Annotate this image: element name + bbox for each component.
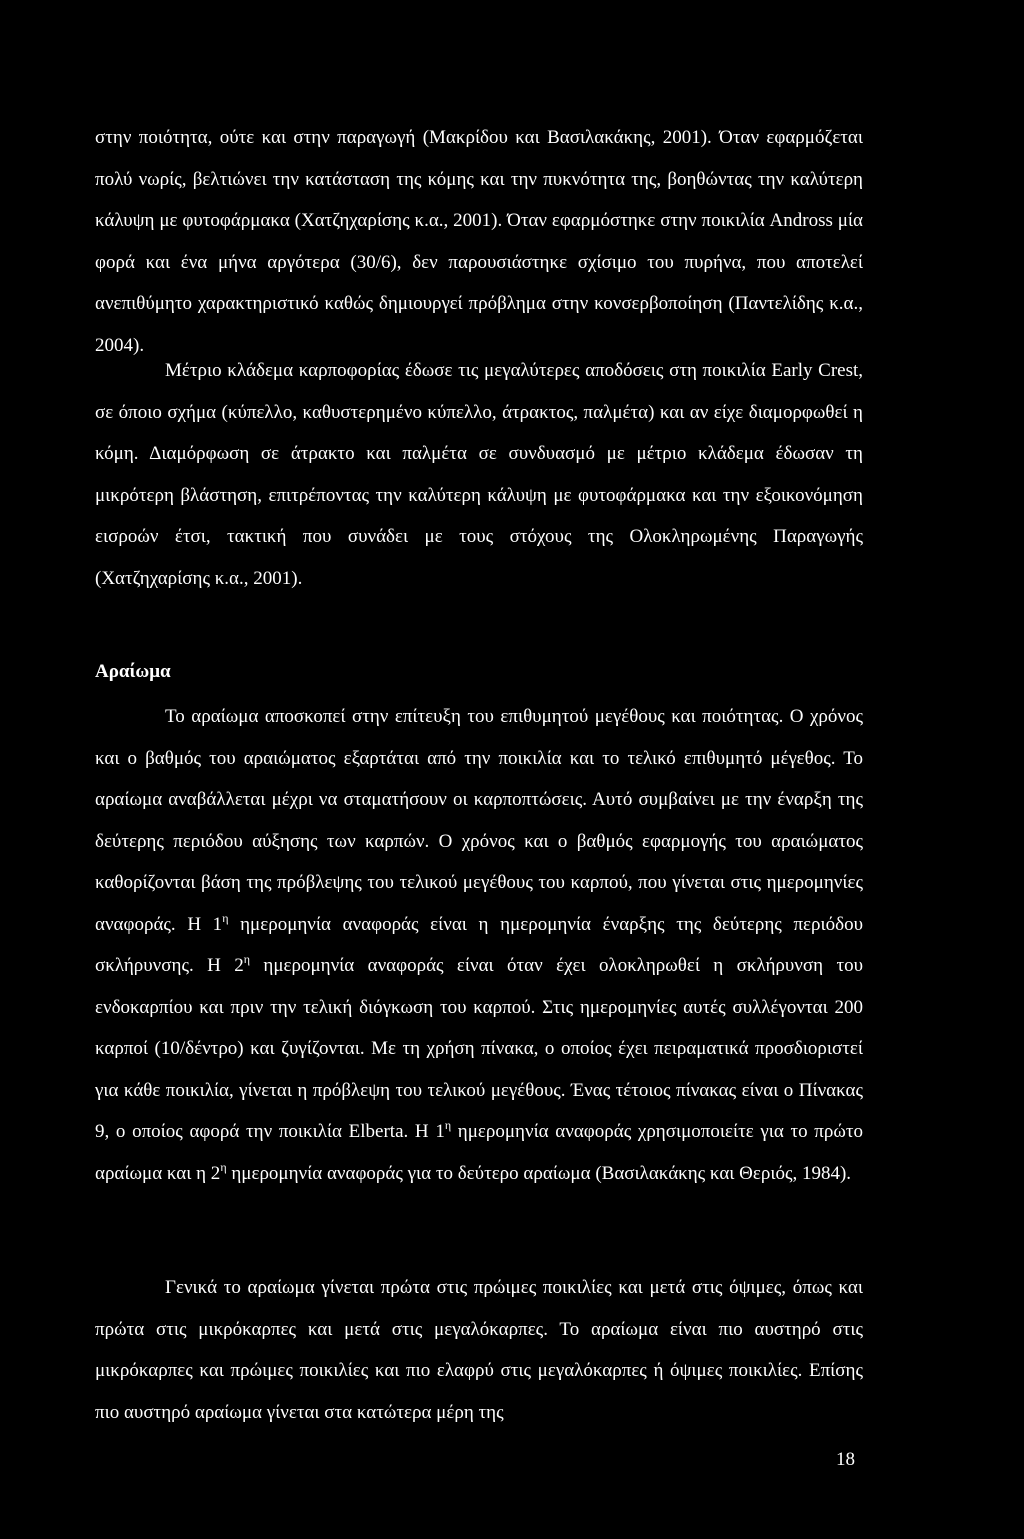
text-run: ημερομηνία αναφοράς για το δεύτερο αραίωμα (Βασιλακάκης και Θεριός, 1984).: [226, 1162, 852, 1184]
paragraph-text: Γενικά το αραίωμα γίνεται πρώτα στις πρώιμες ποικιλίες και μετά στις όψιμες, όπως και πρώτα στις μικρόκαρπες και μετά στις μεγαλόκαρπες. Το αραίωμα είναι πιο αυστηρό στις μικρόκαρπες και πρώιμες ποικιλίες και πιο ελαφρύ στις μεγαλόκαρπες ή όψιμες ποικιλίες. Επίσης πιο αυστηρό αραίωμα γίνεται στα κατώτερα μέρη της: [95, 1277, 863, 1423]
paragraph-thinning: [95, 696, 863, 1194]
paragraph-pruning-effects: [95, 117, 863, 366]
superscript: η: [444, 1118, 452, 1132]
paragraph-moderate-pruning: [95, 350, 863, 599]
superscript: η: [220, 1159, 227, 1174]
text-run: ημερομηνία αναφοράς είναι όταν έχει ολοκληρωθεί η σκλήρυνση του ενδοκαρπίου και πριν την τελική διόγκωση του καρπού. Στις ημερομηνίες αυτές συλλέγονται 200 καρποί (10/δέντρο) και ζυγίζονται. Με τη χρήση πίνακα, ο οποίος έχει πειραματικά προσδιοριστεί για κάθε ποικιλία, γίνεται η πρόβλεψη του τελικού μεγέθους. Ένας τέτοιος πίνακας είναι ο Πίνακας 9, ο οποίος αφορά την ποικιλία Elberta. Η 1: [95, 955, 863, 1142]
superscript: η: [222, 910, 229, 925]
paragraph-text: Μέτριο κλάδεμα καρποφορίας έδωσε τις μεγαλύτερες αποδόσεις στη ποικιλία Early Crest, σε όποιο σχήμα (κύπελλο, καθυστερημένο κύπελλο, άτρακτος, παλμέτα) και αν είχε διαμορφωθεί η κόμη. Διαμόρφωση σε άτρακτο και παλμέτα σε συνδυασμό με μέτριο κλάδεμα έδωσαν τη μικρότερη βλάστηση, επιτρέποντας την καλύτερη κάλυψη με φυτοφάρμακα και την εξοικονόμηση εισροών έτσι, τακτική που συνάδει με τους στόχους της Ολοκληρωμένης Παραγωγής (Χατζηχαρίσης κ.α., 2001).: [95, 360, 863, 589]
superscript: η: [243, 952, 250, 966]
text-run: ημερομηνία αναφοράς χρησιμοποιείτε για το πρώτο αραίωμα και η 2: [95, 1121, 864, 1184]
text-run: Το αραίωμα αποσκοπεί στην επίτευξη του επιθυμητού μεγέθους και ποιότητας. Ο χρόνος και ο βαθμός του αραιώματος εξαρτάται από την ποικιλία και το τελικό επιθυμητό μέγεθος. Το αραίωμα αναβάλλεται μέχρι να σταματήσουν οι καρποπτώσεις. Αυτό συμβαίνει με την έναρξη της δεύτερης περιόδου αύξησης των καρπών. Ο χρόνος και ο βαθμός εφαρμογής του αραιώματος καθορίζονται βάση της πρόβλεψης του τελικού μεγέθους του καρπού, που γίνεται στις ημερομηνίες αναφοράς. Η 1: [95, 706, 863, 935]
text-run: ημερομηνία αναφοράς είναι η ημερομηνία έναρξης της δεύτερης περιόδου σκλήρυνσης. Η 2: [95, 913, 863, 976]
paragraph-text: [95, 696, 863, 1194]
page-number: 18: [836, 1449, 855, 1470]
paragraph-thinning-general: [95, 1267, 863, 1433]
section-heading: Αραίωμα: [95, 661, 171, 682]
paragraph-text: στην ποιότητα, ούτε και στην παραγωγή (Μακρίδου και Βασιλακάκης, 2001). Όταν εφαρμόζεται πολύ νωρίς, βελτιώνει την κατάσταση της κόμης και την πυκνότητα της, βοηθώντας την καλύτερη κάλυψη με φυτοφάρμακα (Χατζηχαρίσης κ.α., 2001). Όταν εφαρμόστηκε στην ποικιλία Andross μία φορά και ένα μήνα αργότερα (30/6), δεν παρουσιάστηκε σχίσιμο του πυρήνα, που αποτελεί ανεπιθύμητο χαρακτηριστικό καθώς δημιουργεί πρόβλημα στην κονσερβοποίηση (Παντελίδης κ.α., 2004).: [95, 127, 863, 356]
